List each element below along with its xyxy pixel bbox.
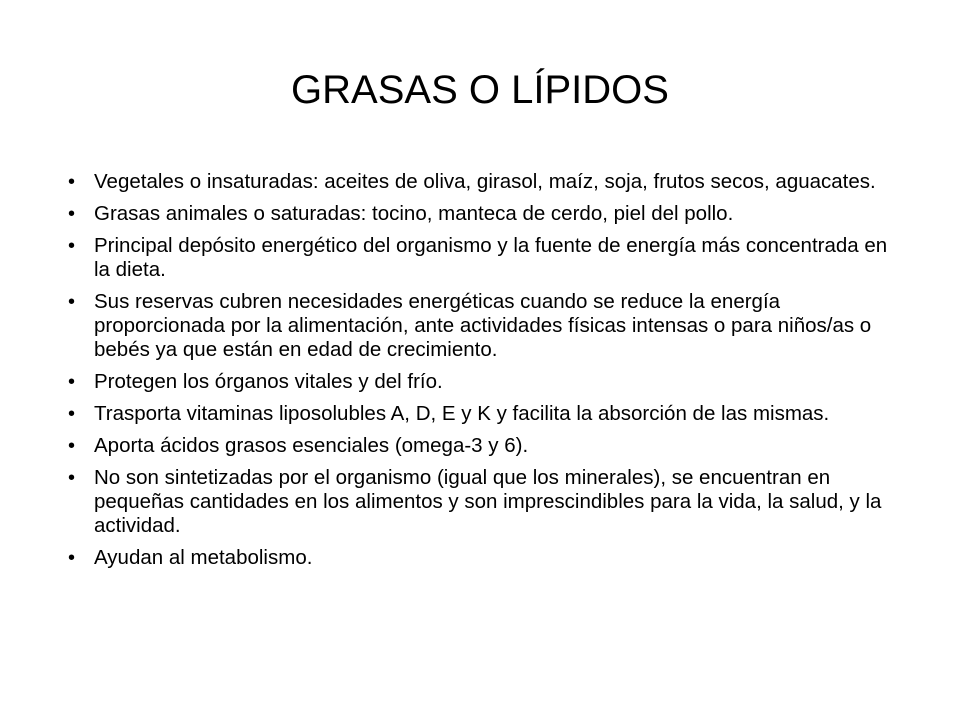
bullet-text: Grasas animales o saturadas: tocino, manteca de cerdo, piel del pollo. — [94, 202, 734, 225]
bullet-dot-icon: • — [68, 203, 76, 225]
bullet-text: Trasporta vitaminas liposolubles A, D, E y K y facilita la absorción de las mismas. — [94, 402, 830, 425]
bullet-dot-icon: • — [68, 171, 76, 193]
bullet-item-deposito-energetico — [68, 234, 908, 282]
slide-title: GRASAS O LÍPIDOS — [291, 68, 669, 112]
bullet-item-acidos-grasos — [68, 434, 908, 458]
bullet-text: Principal depósito energético del organismo y la fuente de energía más concentrada en la dieta. — [94, 234, 888, 281]
bullet-dot-icon: • — [68, 291, 76, 313]
bullet-text: Vegetales o insaturadas: aceites de oliva, girasol, maíz, soja, frutos secos, aguacates. — [94, 170, 876, 193]
bullet-item-no-sintetizadas — [68, 466, 908, 538]
bullet-dot-icon: • — [68, 371, 76, 393]
bullet-item-grasas-animales — [68, 202, 908, 226]
bullet-text: No son sintetizadas por el organismo (igual que los minerales), se encuentran en pequeñas cantidades en los alimentos y son imprescindibles para la vida, la salud, y la actividad. — [94, 466, 882, 537]
bullet-dot-icon: • — [68, 547, 76, 569]
bullet-item-metabolismo — [68, 546, 908, 570]
bullet-item-protegen-organos — [68, 370, 908, 394]
bullet-item-vegetales — [68, 170, 908, 194]
bullet-item-vitaminas — [68, 402, 908, 426]
bullet-list — [68, 170, 908, 578]
bullet-text: Ayudan al metabolismo. — [94, 546, 313, 569]
bullet-dot-icon: • — [68, 435, 76, 457]
bullet-text: Protegen los órganos vitales y del frío. — [94, 370, 443, 393]
bullet-dot-icon: • — [68, 467, 76, 489]
bullet-dot-icon: • — [68, 403, 76, 425]
bullet-item-reservas — [68, 290, 908, 362]
bullet-dot-icon: • — [68, 235, 76, 257]
bullet-text: Sus reservas cubren necesidades energéticas cuando se reduce la energía proporcionada por la alimentación, ante actividades físicas intensas o para niños/as o bebés ya que están en edad de crecimiento. — [94, 290, 872, 361]
bullet-text: Aporta ácidos grasos esenciales (omega-3 y 6). — [94, 434, 529, 457]
